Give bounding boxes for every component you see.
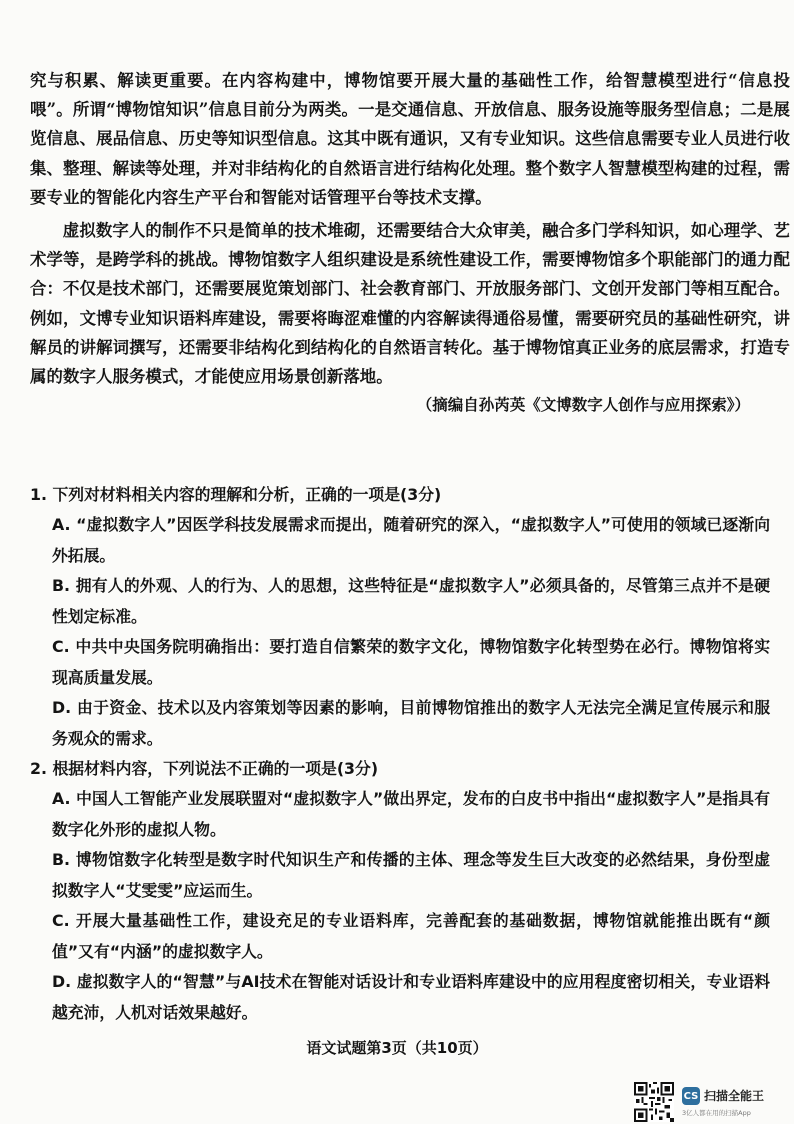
option-d: D. 由于资金、技术以及内容策划等因素的影响，目前博物馆推出的数字人无法完全满足宣传展示和服务观众的需求。 — [52, 698, 770, 748]
option-b: B. 拥有人的外观、人的行为、人的思想，这些特征是“虚拟数字人”必须具备的，尽管第三点并不是硬性划定标准。 — [52, 576, 770, 626]
option-c: C. 中共中央国务院明确指出：要打造自信繁荣的数字文化，博物馆数字化转型势在必行。博物馆将实现高质量发展。 — [52, 637, 770, 687]
option-a: A. 中国人工智能产业发展联盟对“虚拟数字人”做出界定，发布的白皮书中指出“虚拟数字人”是指具有数字化外形的虚拟人物。 — [52, 789, 770, 839]
question-section — [30, 480, 770, 1028]
camscanner-logo-icon: CS — [682, 1087, 700, 1105]
option-c: C. 开展大量基础性工作，建设充足的专业语料库，完善配套的基础数据，博物馆就能推出既有“颜值”又有“内涵”的虚拟数字人。 — [52, 911, 770, 961]
app-name: 扫描全能王 — [704, 1089, 765, 1103]
passage-paragraph-1: 究与积累、解读更重要。在内容构建中，博物馆要开展大量的基础性工作，给智慧模型进行“信息投喂”。所谓“博物馆知识”信息目前分为两类。一是交通信息、开放信息、服务设施等服务型信息；二是展览信息、展品信息、历史等知识型信息。这其中既有通识，又有专业知识。这些信息需要专业人员进行收集、整理、解读等处理，并对非结构化的自然语言进行结构化处理。整个数字人智慧模型构建的过程，需要专业的智能化内容生产平台和智能对话管理平台等技术支撑。 — [30, 71, 790, 207]
question-1 — [30, 480, 770, 754]
scanner-watermark — [634, 1089, 794, 1123]
question-stem: 2. 根据材料内容，下列说法不正确的一项是(3分) — [30, 759, 379, 778]
option-a: A. “虚拟数字人”因医学科技发展需求而提出，随着研究的深入，“虚拟数字人”可使用的领域已逐渐向外拓展。 — [52, 515, 770, 565]
question-stem: 1. 下列对材料相关内容的理解和分析，正确的一项是(3分) — [30, 485, 442, 504]
page-footer: 语文试题第3页（共10页） — [306, 1039, 488, 1057]
question-2 — [30, 754, 770, 1028]
passage-source: （摘编自孙芮英《文博数字人创作与应用探索》） — [416, 396, 750, 415]
option-b: B. 博物馆数字化转型是数字时代知识生产和传播的主体、理念等发生巨大改变的必然结果，身份型虚拟数字人“艾雯雯”应运而生。 — [52, 850, 770, 900]
qr-code-icon — [634, 1082, 674, 1122]
passage-paragraph-2: 虚拟数字人的制作不只是简单的技术堆砌，还需要结合大众审美，融合多门学科知识，如心理学、艺术学等，是跨学科的挑战。博物馆数字人组织建设是系统性建设工作，需要博物馆多个职能部门的通力配合：不仅是技术部门，还需要展览策划部门、社会教育部门、开放服务部门、文创开发部门等相互配合。例如，文博专业知识语料库建设，需要将晦涩难懂的内容解读得通俗易懂，需要研究员的基础性研究，讲解员的讲解词撰写，还需要非结构化到结构化的自然语言转化。基于博物馆真正业务的底层需求，打造专属的数字人服务模式，才能使应用场景创新落地。 — [30, 221, 790, 387]
app-tagline: 3亿人都在用的扫描App — [682, 1109, 751, 1117]
reading-passage — [30, 66, 790, 419]
option-d: D. 虚拟数字人的“智慧”与AI技术在智能对话设计和专业语料库建设中的应用程度密切相关，专业语料越充沛，人机对话效果越好。 — [52, 972, 770, 1022]
